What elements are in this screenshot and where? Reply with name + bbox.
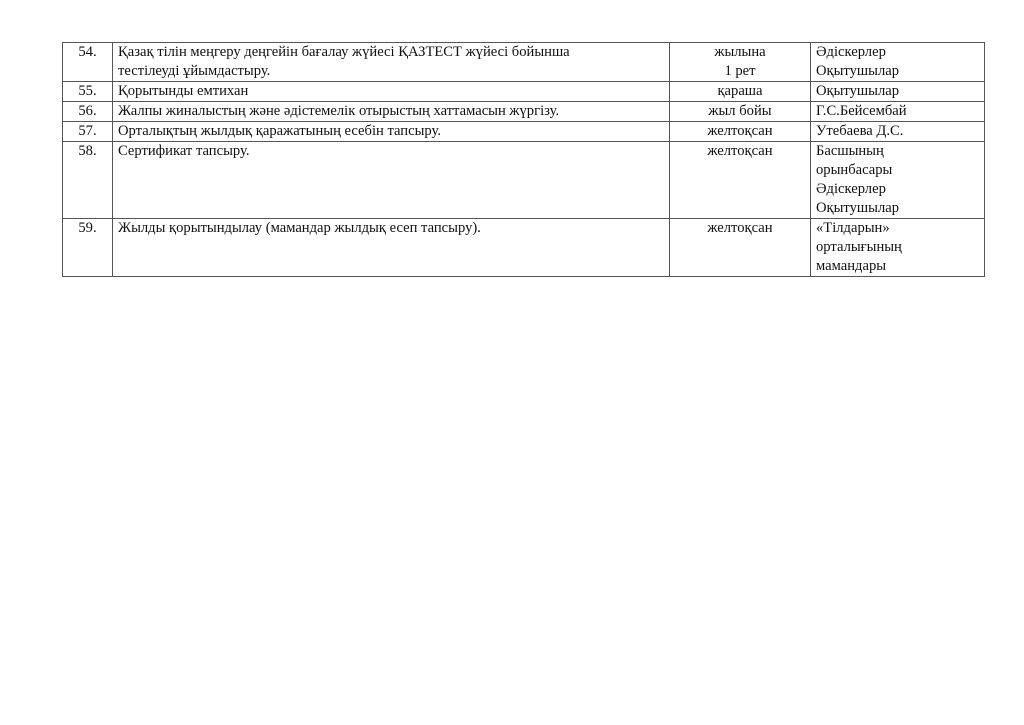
responsible-text: орынбасары [816,162,893,178]
responsible-cell [811,142,985,219]
table-row [63,219,985,277]
task-text: Қорытынды емтихан [118,83,249,99]
table-row [63,82,985,102]
responsible-text: мамандары [816,258,887,274]
responsible-text: Әдіскерлер [816,181,886,197]
responsible-text: Утебаева Д.С. [816,123,904,139]
task-cell [113,43,670,82]
table-row [63,142,985,219]
task-cell [113,82,670,102]
responsible-cell [811,219,985,277]
responsible-text: Басшының [816,143,884,159]
time-text: желтоқсан [707,123,773,139]
table-row [63,43,985,82]
time-cell [670,142,811,219]
row-number: 58. [63,142,113,219]
responsible-text: Г.С.Бейсембай [816,103,907,119]
table-row [63,102,985,122]
time-text: жылына [714,44,766,60]
task-text: Сертификат тапсыру. [118,143,250,159]
task-cell [113,142,670,219]
responsible-cell [811,122,985,142]
row-number: 55. [63,82,113,102]
responsible-text: «Тілдарын» [816,220,890,236]
task-text: тестілеуді ұйымдастыру. [118,63,271,79]
time-cell [670,219,811,277]
time-text: желтоқсан [707,143,773,159]
time-cell [670,102,811,122]
responsible-text: Оқытушылар [816,83,900,99]
task-text: Қазақ тілін меңгеру деңгейін бағалау жүйесі ҚАЗТЕСТ жүйесі бойынша [118,44,570,60]
responsible-text: орталығының [816,239,902,255]
task-cell [113,122,670,142]
task-cell [113,102,670,122]
time-cell [670,43,811,82]
time-text: желтоқсан [707,220,773,236]
time-text: қараша [717,83,763,99]
row-number: 56. [63,102,113,122]
task-text: Жылды қорытындылау (мамандар жылдық есеп тапсыру). [118,220,481,236]
time-text: 1 рет [724,63,756,79]
responsible-cell [811,102,985,122]
task-cell [113,219,670,277]
responsible-text: Әдіскерлер [816,44,886,60]
plan-table [62,42,985,277]
table-row [63,122,985,142]
row-number: 57. [63,122,113,142]
responsible-text: Оқытушылар [816,63,900,79]
time-text: жыл бойы [708,103,772,119]
task-text: Жалпы жиналыстың және әдістемелік отырыстың хаттамасын жүргізу. [118,103,560,119]
responsible-cell [811,82,985,102]
row-number: 54. [63,43,113,82]
responsible-cell [811,43,985,82]
task-text: Орталықтың жылдық қаражатының есебін тапсыру. [118,123,441,139]
time-cell [670,82,811,102]
row-number: 59. [63,219,113,277]
time-cell [670,122,811,142]
responsible-text: Оқытушылар [816,200,900,216]
